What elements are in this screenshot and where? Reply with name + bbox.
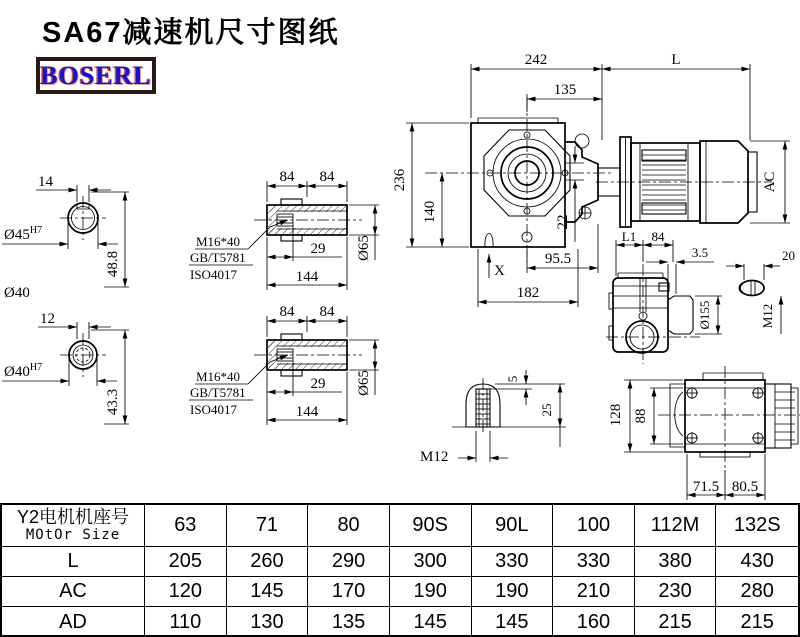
dim-foot-length: 182 bbox=[516, 285, 540, 301]
col-header: 112M bbox=[635, 505, 717, 547]
table-cell: 130 bbox=[227, 607, 309, 637]
dim-bore-a: $Ø45^{H7}$ bbox=[4, 225, 43, 243]
row-label-AC: AC bbox=[2, 577, 145, 607]
dim-dia-a: Ø65 bbox=[356, 235, 372, 261]
dim-face-to-axis: 135 bbox=[553, 82, 577, 98]
x-mark: X bbox=[494, 263, 505, 279]
dim-top-seg: 84 bbox=[651, 229, 665, 244]
table-cell: 215 bbox=[740, 610, 774, 633]
col-header: 80 bbox=[308, 505, 390, 547]
table-cell: 290 bbox=[308, 547, 390, 577]
table-header-motor-size bbox=[2, 505, 145, 547]
dim-key-depth-a: 48.8 bbox=[105, 250, 121, 278]
table-cell: 120 bbox=[145, 577, 227, 607]
dim-plug-tip: 5 bbox=[505, 375, 520, 383]
table-cell: 190 bbox=[390, 577, 472, 607]
col-header: 90S bbox=[390, 505, 472, 547]
col-header: 132S bbox=[716, 505, 798, 547]
dim-flange: 22 bbox=[555, 214, 571, 230]
note-std1-a: GB/T5781 bbox=[190, 250, 246, 265]
dim-flange-dia: Ø155 bbox=[697, 300, 712, 330]
table-cell: 205 bbox=[145, 547, 227, 577]
dim-keylen-b: 29 bbox=[310, 376, 326, 392]
table-cell: 280 bbox=[716, 577, 798, 607]
dim-bottom-inner-width: 88 bbox=[633, 408, 649, 424]
table-cell: 190 bbox=[472, 577, 554, 607]
dim-housing-length: 242 bbox=[524, 52, 548, 68]
dim-motor-diameter: AC bbox=[762, 171, 778, 193]
table-cell: 145 bbox=[390, 607, 472, 637]
table-cell: 300 bbox=[390, 547, 472, 577]
dim-height: 236 bbox=[392, 168, 408, 192]
view-plug bbox=[420, 370, 566, 465]
row-label-L: L bbox=[2, 547, 145, 577]
view-bottom-housing bbox=[608, 366, 800, 500]
dim-plug-height: 25 bbox=[539, 403, 554, 417]
dim-foot-a: 71.5 bbox=[692, 479, 720, 495]
table-header-en: MOtOr Size bbox=[25, 526, 121, 543]
col-header: 100 bbox=[553, 505, 635, 547]
note-std1-b: GB/T5781 bbox=[190, 385, 246, 400]
dim-motor-length: L bbox=[671, 52, 681, 68]
col-header: 63 bbox=[145, 505, 227, 547]
view-top-small bbox=[606, 229, 795, 364]
table-cell: 215 bbox=[635, 607, 717, 637]
dim-seg1-a: 84 bbox=[279, 169, 295, 185]
dim-plug-thread: M12 bbox=[420, 449, 449, 465]
dim-seg1-b: 84 bbox=[279, 304, 295, 320]
motor-size-table bbox=[0, 503, 800, 637]
note-bolt-a: M16*40 bbox=[196, 234, 241, 249]
dim-dia-b: Ø65 bbox=[356, 370, 372, 396]
table-cell: 330 bbox=[472, 547, 554, 577]
page-title: SA67减速机尺寸图纸 bbox=[42, 17, 340, 49]
note-std2-a: ISO4017 bbox=[190, 267, 237, 282]
table-cell: 330 bbox=[553, 547, 635, 577]
dim-axis-height: 140 bbox=[422, 200, 438, 224]
view-side-main bbox=[392, 52, 790, 307]
table-cell: 160 bbox=[553, 607, 635, 637]
table-cell: 380 bbox=[635, 547, 717, 577]
brand-logo-text: BOSERL bbox=[40, 60, 152, 90]
note-d40: Ø40 bbox=[4, 285, 30, 301]
table-cell: 210 bbox=[553, 577, 635, 607]
col-header: 90L bbox=[472, 505, 554, 547]
dim-l1: L1 bbox=[621, 229, 637, 244]
dim-slot-length: 20 bbox=[782, 248, 795, 263]
dim-seg2-b: 84 bbox=[319, 304, 335, 320]
dim-keylen-a: 29 bbox=[310, 241, 326, 257]
note-bolt-b: M16*40 bbox=[196, 369, 241, 384]
view-shaft-section-a bbox=[2, 174, 129, 301]
table-cell: 135 bbox=[308, 607, 390, 637]
dim-foot-b: 80.5 bbox=[731, 479, 759, 495]
row-label-AD: AD bbox=[2, 607, 145, 637]
dim-len-b: 144 bbox=[295, 404, 319, 420]
table-cell: 170 bbox=[308, 577, 390, 607]
table-cell: 260 bbox=[227, 547, 309, 577]
dim-bottom-width: 128 bbox=[608, 403, 624, 427]
view-shaft-section-b bbox=[2, 311, 129, 424]
table-header-cn: Y2电机机座号 bbox=[16, 506, 130, 527]
dim-bore-b: $Ø40^{H7}$ bbox=[4, 362, 43, 380]
dim-key-depth-b: 43.3 bbox=[105, 388, 121, 416]
dim-seg2-a: 84 bbox=[319, 169, 335, 185]
dim-keyway-width-b: 12 bbox=[40, 311, 55, 327]
note-std2-b: ISO4017 bbox=[190, 402, 237, 417]
view-hollow-shaft-a bbox=[189, 169, 379, 290]
dim-keyway-width-a: 14 bbox=[38, 174, 53, 190]
col-header: 71 bbox=[227, 505, 309, 547]
table-cell: 230 bbox=[635, 577, 717, 607]
table-cell: 145 bbox=[227, 577, 309, 607]
table-cell: 110 bbox=[145, 607, 227, 637]
table-cell: 145 bbox=[472, 607, 554, 637]
dim-axis-to-face: 95.5 bbox=[544, 251, 572, 267]
table-cell: 430 bbox=[716, 547, 798, 577]
dim-len-a: 144 bbox=[295, 269, 319, 285]
dim-thread-top: M12 bbox=[760, 303, 775, 329]
dim-gap: 3.5 bbox=[691, 245, 709, 260]
view-hollow-shaft-b bbox=[189, 304, 379, 425]
